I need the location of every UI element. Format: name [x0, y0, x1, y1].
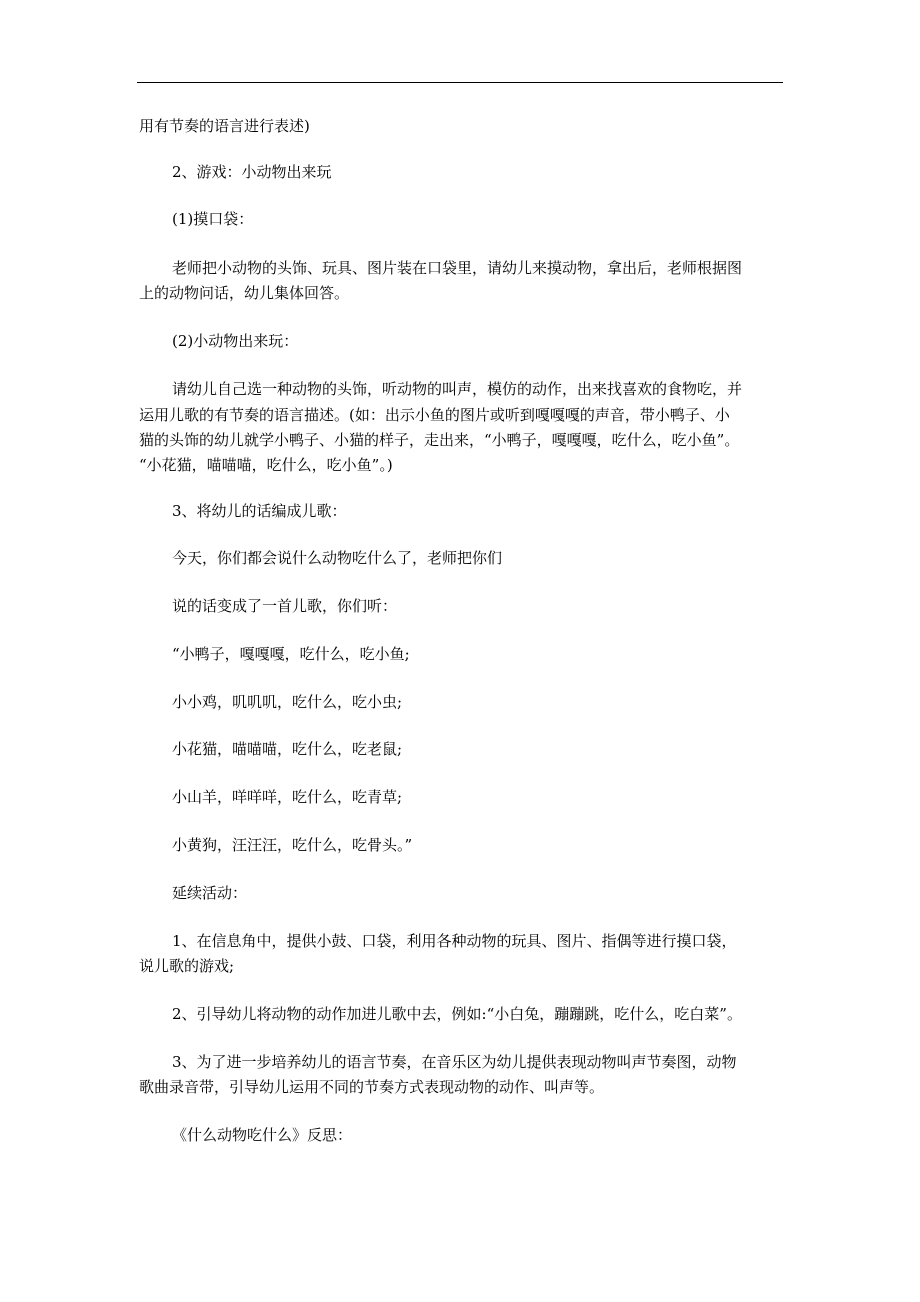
paragraph-line: 上的动物问话，幼儿集体回答。 [139, 284, 350, 302]
paragraph-line: 猫的头饰的幼儿就学小鸭子、小猫的样子，走出来，“小鸭子，嘎嘎嘎，吃什么，吃小鱼”。 [139, 431, 740, 449]
paragraph-line: 说儿歌的游戏; [139, 957, 235, 975]
paragraph-line: 2、引导幼儿将动物的动作加进儿歌中去，例如:“小白兔，蹦蹦跳，吃什么，吃白菜”。 [172, 1005, 742, 1023]
subheading-animals-come-out: (2)小动物出来玩： [172, 332, 299, 350]
section-heading-game: 2、游戏：小动物出来玩 [172, 163, 332, 181]
paragraph-line: 今天，你们都会说什么动物吃什么了，老师把你们 [172, 549, 503, 567]
paragraph-line: 运用儿歌的有节奏的语言描述。(如：出示小鱼的图片或听到嘎嘎嘎的声音，带小鸭子、小 [139, 406, 730, 424]
paragraph-line: 说的话变成了一首儿歌，你们听： [172, 597, 398, 615]
paragraph-line: 3、为了进一步培养幼儿的语言节奏，在音乐区为幼儿提供表现动物叫声节奏图，动物 [172, 1053, 737, 1071]
song-line: 小花猫，喵喵喵，吃什么，吃老鼠; [172, 740, 403, 758]
paragraph-line: 请幼儿自己选一种动物的头饰，听动物的叫声，模仿的动作，出来找喜欢的食物吃，并 [172, 380, 743, 398]
section-heading-reflection: 《什么动物吃什么》反思： [172, 1126, 353, 1144]
song-line: “小鸭子，嘎嘎嘎，吃什么，吃小鱼; [172, 645, 410, 663]
paragraph-line: 老师把小动物的头饰、玩具、图片装在口袋里，请幼儿来摸动物，拿出后，老师根据图 [172, 259, 743, 277]
song-line: 小小鸡，叽叽叽，吃什么，吃小虫; [172, 693, 403, 711]
section-heading-extension: 延续活动： [172, 884, 248, 902]
subheading-touch-bag: (1)摸口袋： [172, 210, 254, 228]
song-line: 小山羊，咩咩咩，吃什么，吃青草; [172, 788, 403, 806]
song-line: 小黄狗，汪汪汪，吃什么，吃骨头。” [172, 836, 413, 854]
section-heading-song: 3、将幼儿的话编成儿歌： [172, 502, 347, 520]
paragraph-line: 1、在信息角中，提供小鼓、口袋，利用各种动物的玩具、图片、指偶等进行摸口袋， [172, 932, 737, 950]
header-rule [137, 82, 783, 83]
paragraph-line: 歌曲录音带，引导幼儿运用不同的节奏方式表现动物的动作、叫声等。 [139, 1078, 605, 1096]
paragraph-line: 用有节奏的语言进行表述) [139, 117, 310, 135]
paragraph-line: “小花猫，喵喵喵，吃什么，吃小鱼”。) [139, 456, 393, 474]
